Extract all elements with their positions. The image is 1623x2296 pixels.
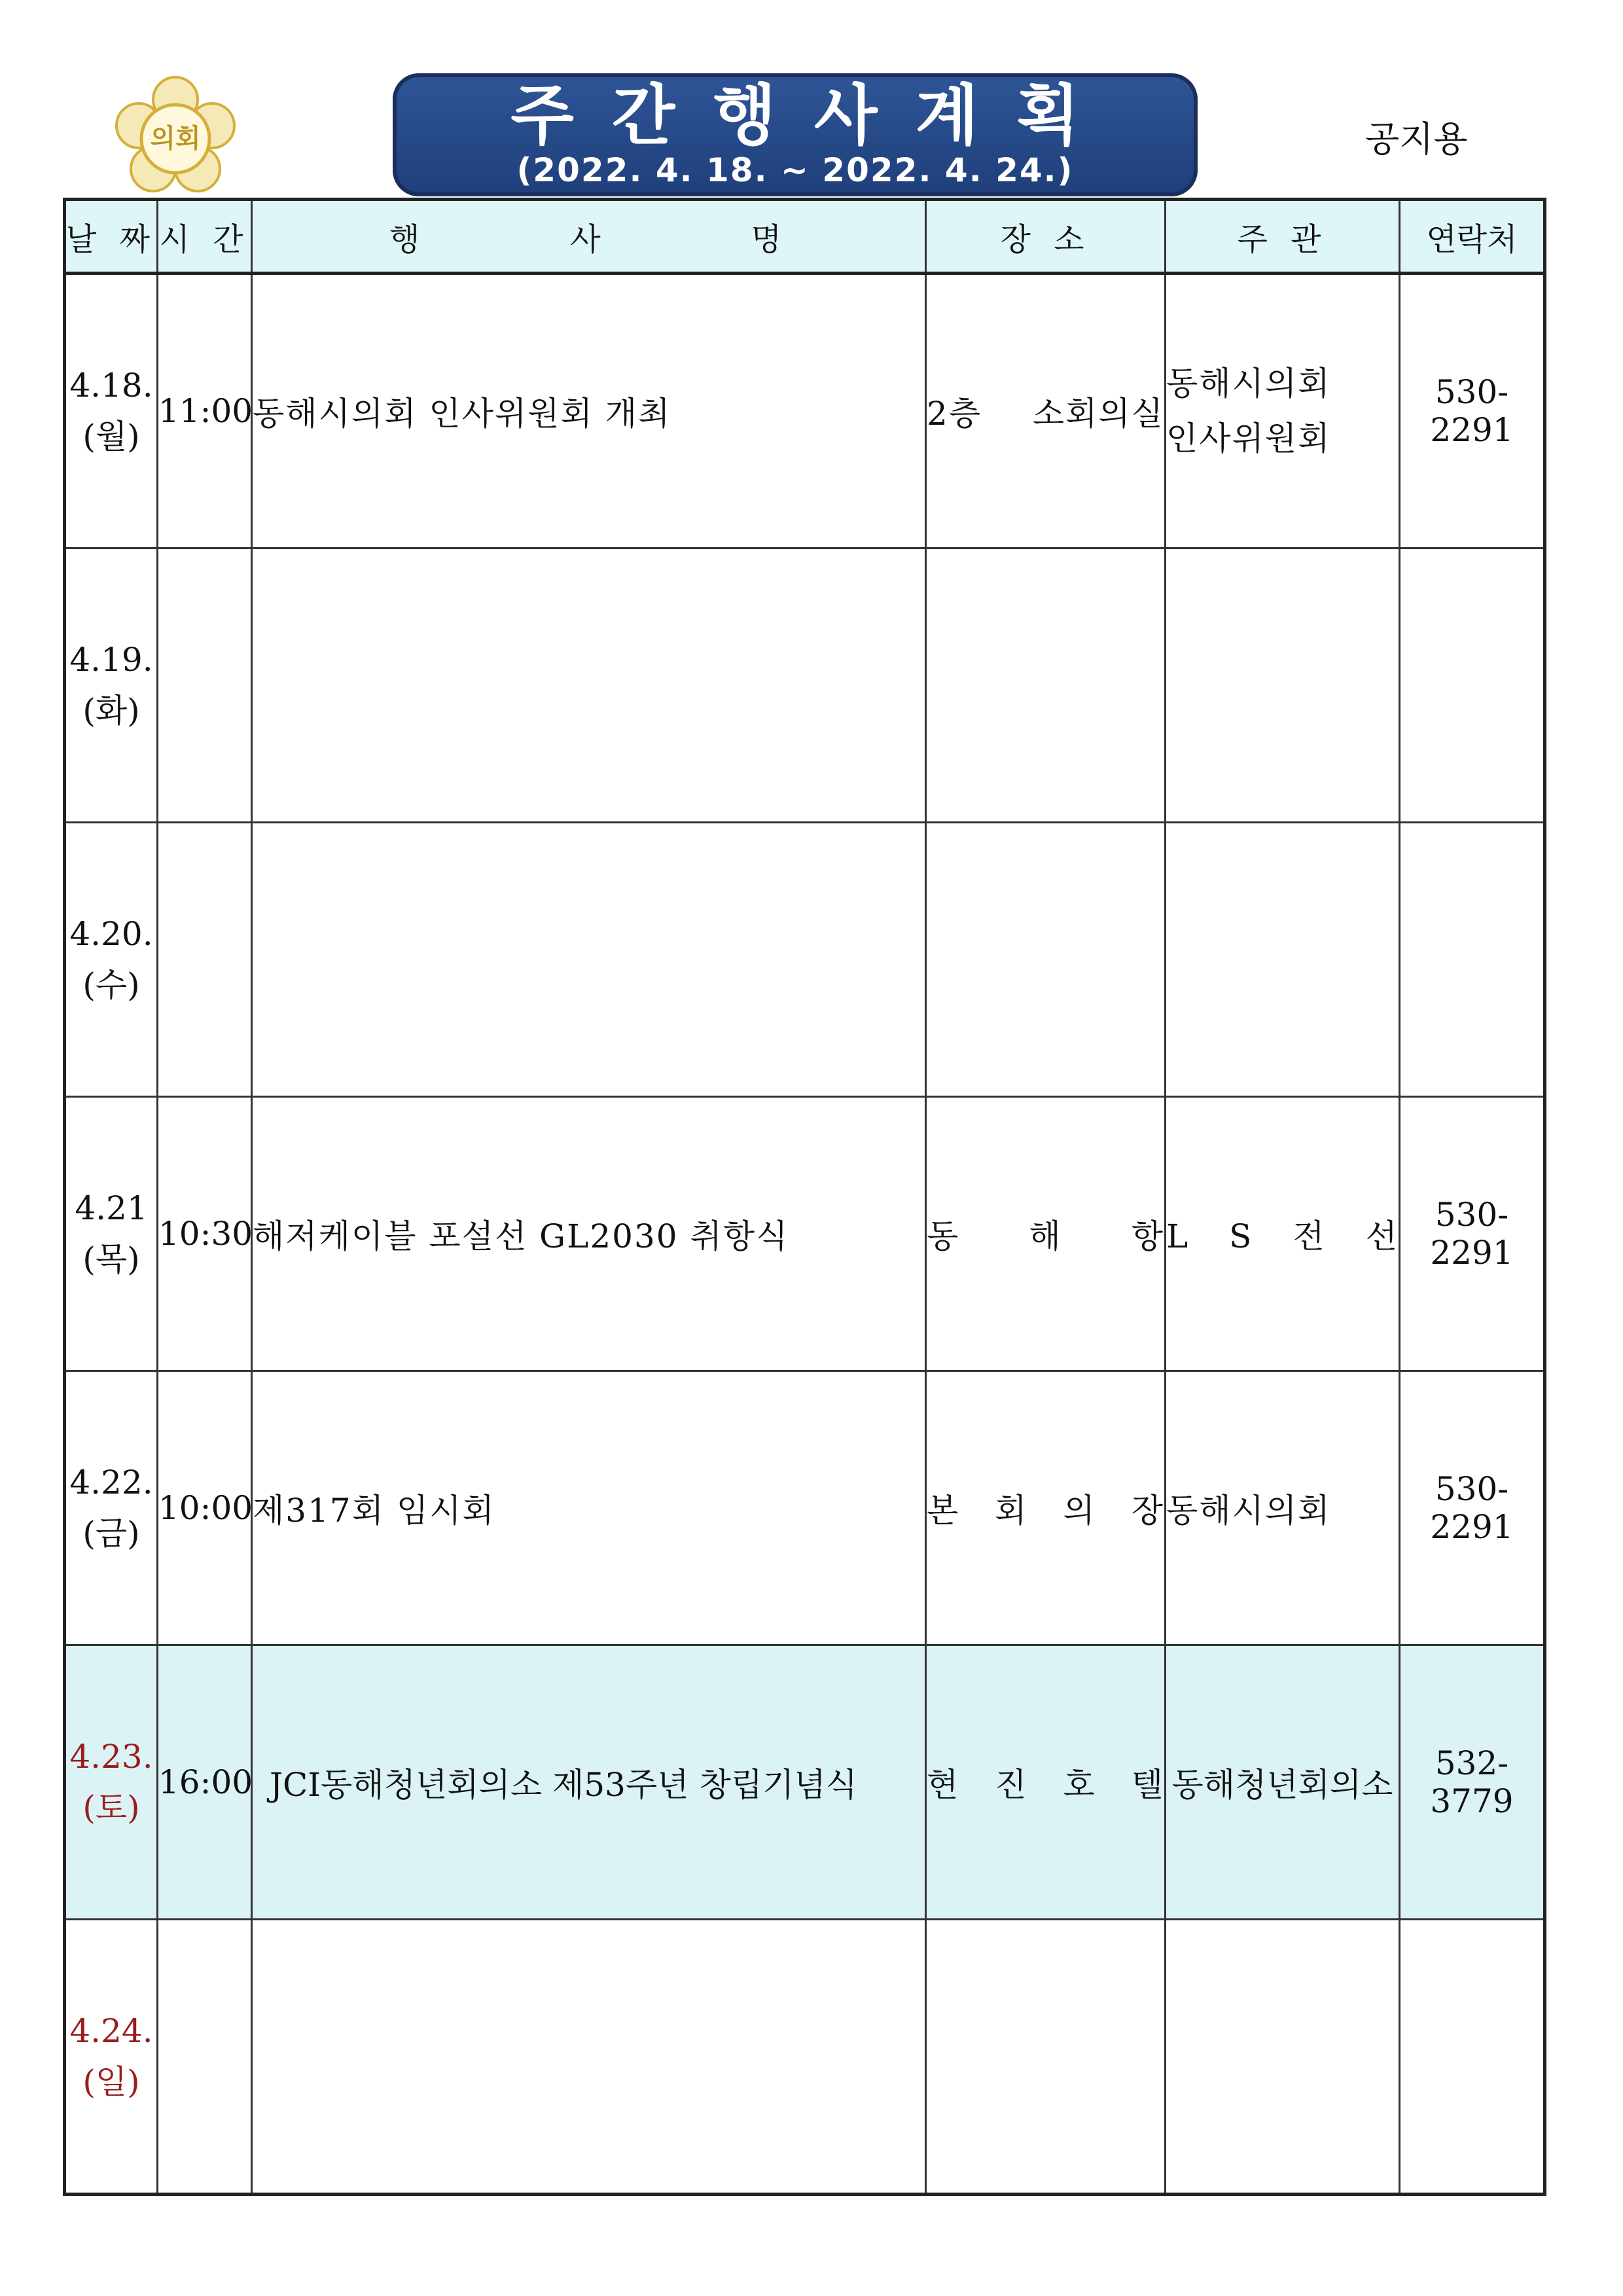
row-contact xyxy=(1400,823,1545,1097)
row-time xyxy=(158,1920,252,2195)
row-time xyxy=(158,823,252,1097)
row-event: JCI동해청년회의소 제53주년 창립기념식 xyxy=(252,1645,926,1920)
seal-label: 의회 xyxy=(150,123,201,154)
header-date: 날 짜 xyxy=(65,200,158,274)
row-place xyxy=(926,823,1166,1097)
row-host: 동해시의회 xyxy=(1166,1371,1400,1645)
row-date: 4.19. (화) xyxy=(65,548,158,823)
council-seal xyxy=(110,71,241,202)
page-title: 주간행사계획 xyxy=(510,77,1118,154)
row-date: 4.24. (일) xyxy=(65,1920,158,2195)
table-header-row xyxy=(65,200,1545,274)
row-contact: 530-2291 xyxy=(1400,1097,1545,1371)
row-time: 10:00 xyxy=(158,1371,252,1645)
row-contact xyxy=(1400,548,1545,823)
schedule-table xyxy=(63,198,1546,2196)
row-time: 10:30 xyxy=(158,1097,252,1371)
row-place: 본 회 의 장 xyxy=(926,1371,1166,1645)
row-date: 4.18. (월) xyxy=(65,274,158,548)
row-date: 4.21 (목) xyxy=(65,1097,158,1371)
row-event: 제317회 임시회 xyxy=(252,1371,926,1645)
period-label: (2022. 4. 18. ~ 2022. 4. 24.) xyxy=(516,151,1074,189)
row-date: 4.22. (금) xyxy=(65,1371,158,1645)
row-host xyxy=(1166,1920,1400,2195)
table-row xyxy=(65,823,1545,1097)
row-date: 4.20. (수) xyxy=(65,823,158,1097)
notice-label: 공지용 xyxy=(1365,118,1468,160)
row-host xyxy=(1166,548,1400,823)
header-host: 주 관 xyxy=(1166,200,1400,274)
table-row xyxy=(65,1371,1545,1645)
row-contact xyxy=(1400,1920,1545,2195)
row-place xyxy=(926,1920,1166,2195)
row-event xyxy=(252,1920,926,2195)
header-place: 장 소 xyxy=(926,200,1166,274)
row-event: 해저케이블 포설선 GL2030 취항식 xyxy=(252,1097,926,1371)
row-contact: 530-2291 xyxy=(1400,274,1545,548)
table-row xyxy=(65,274,1545,548)
row-place xyxy=(926,548,1166,823)
row-host xyxy=(1166,823,1400,1097)
row-place: 2층 소회의실 xyxy=(926,274,1166,548)
table-row xyxy=(65,1097,1545,1371)
row-event xyxy=(252,548,926,823)
table-row xyxy=(65,548,1545,823)
row-contact: 532-3779 xyxy=(1400,1645,1545,1920)
row-host: 동해청년회의소 xyxy=(1166,1645,1400,1920)
row-contact: 530-2291 xyxy=(1400,1371,1545,1645)
row-time: 16:00 xyxy=(158,1645,252,1920)
row-host: 동해시의회 인사위원회 xyxy=(1166,274,1400,548)
row-event: 동해시의회 인사위원회 개최 xyxy=(252,274,926,548)
row-place: 현 진 호 텔 xyxy=(926,1645,1166,1920)
title-banner xyxy=(393,73,1198,196)
row-date: 4.23. (토) xyxy=(65,1645,158,1920)
header-contact: 연락처 xyxy=(1400,200,1545,274)
row-place: 동 해 항 xyxy=(926,1097,1166,1371)
row-event xyxy=(252,823,926,1097)
row-time: 11:00 xyxy=(158,274,252,548)
row-time xyxy=(158,548,252,823)
header-event: 행 사 명 xyxy=(252,200,926,274)
header-time: 시 간 xyxy=(158,200,252,274)
table-row xyxy=(65,1645,1545,1920)
table-row xyxy=(65,1920,1545,2195)
row-host: L S 전 선 xyxy=(1166,1097,1400,1371)
